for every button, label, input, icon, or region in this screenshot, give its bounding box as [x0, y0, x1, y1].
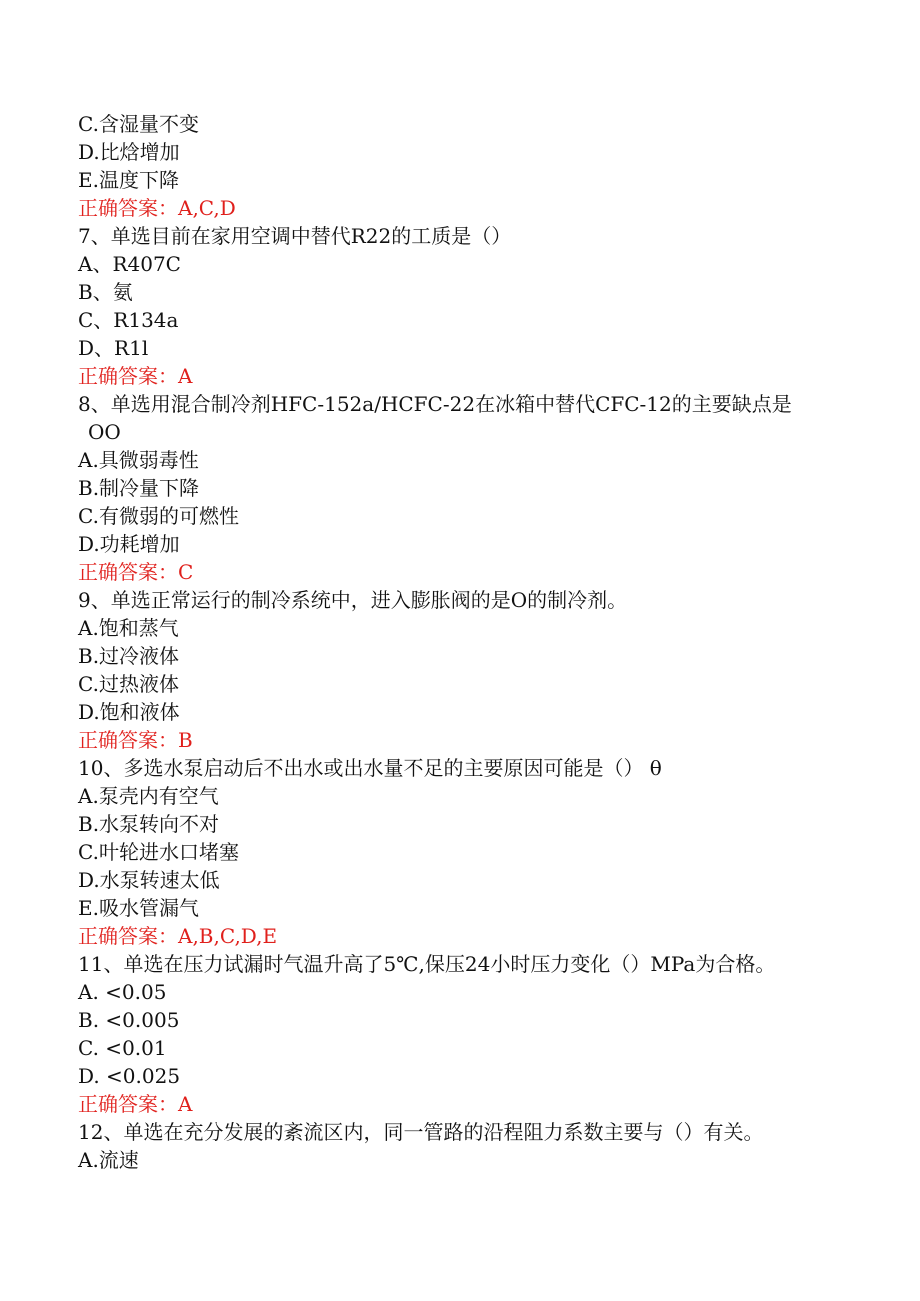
option-line: C、R134a	[78, 308, 179, 332]
option-line: C. <0.01	[78, 1036, 167, 1060]
option-line: D.比焓增加	[78, 140, 180, 164]
correct-answer: 正确答案：C	[78, 560, 194, 584]
correct-answer: 正确答案：A,C,D	[78, 196, 236, 220]
option-line: D.功耗增加	[78, 532, 180, 556]
option-line: A. <0.05	[78, 980, 167, 1004]
option-line: B.水泵转向不对	[78, 812, 220, 836]
correct-answer: 正确答案：B	[78, 728, 193, 752]
option-line: B.制冷量下降	[78, 476, 200, 500]
option-line: D.水泵转速太低	[78, 868, 220, 892]
option-line: A、R407C	[78, 252, 181, 276]
question-text-continued: OO	[88, 420, 121, 444]
question-text: 8、单选用混合制冷剂HFC-152a/HCFC-22在冰箱中替代CFC-12的主要缺点是	[78, 392, 792, 416]
option-line: A.饱和蒸气	[78, 616, 179, 640]
option-line: C.叶轮进水口堵塞	[78, 840, 239, 864]
option-line: C.含湿量不变	[78, 112, 199, 136]
option-line: E.吸水管漏气	[78, 896, 199, 920]
option-line: D.饱和液体	[78, 700, 180, 724]
question-text: 9、单选正常运行的制冷系统中，进入膨胀阀的是O的制冷剂。	[78, 588, 628, 612]
question-text: 7、单选目前在家用空调中替代R22的工质是（）	[78, 224, 512, 248]
correct-answer: 正确答案：A	[78, 1092, 193, 1116]
option-line: C.过热液体	[78, 672, 179, 696]
option-line: E.温度下降	[78, 168, 179, 192]
option-line: A.流速	[78, 1148, 139, 1172]
question-text: 11、单选在压力试漏时气温升高了5℃,保压24小时压力变化（）MPa为合格。	[78, 952, 776, 976]
option-line: D. <0.025	[78, 1064, 181, 1088]
question-text: 10、多选水泵启动后不出水或出水量不足的主要原因可能是（） θ	[78, 756, 662, 780]
option-line: C.有微弱的可燃性	[78, 504, 239, 528]
option-line: B.过冷液体	[78, 644, 180, 668]
option-line: B. <0.005	[78, 1008, 180, 1032]
option-line: B、氨	[78, 280, 133, 304]
question-list	[78, 110, 858, 1174]
question-text: 12、单选在充分发展的紊流区内，同一管路的沿程阻力系数主要与（）有关。	[78, 1120, 764, 1144]
option-line: D、R1l	[78, 336, 149, 360]
correct-answer: 正确答案：A	[78, 364, 193, 388]
correct-answer: 正确答案：A,B,C,D,E	[78, 924, 278, 948]
option-line: A.具微弱毒性	[78, 448, 199, 472]
option-line: A.泵壳内有空气	[78, 784, 219, 808]
